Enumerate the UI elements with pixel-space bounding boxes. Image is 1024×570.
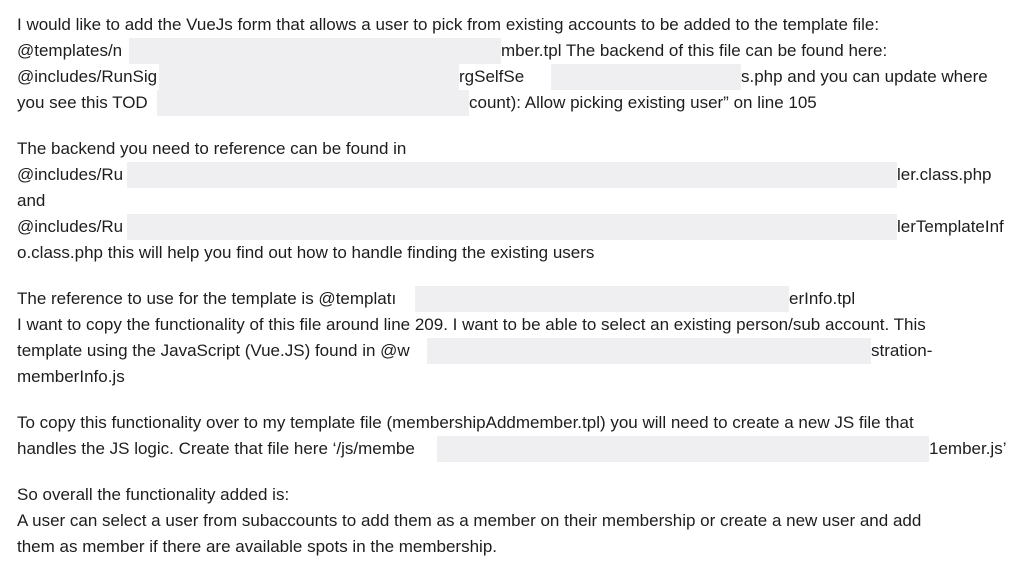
text-segment: you see this TOD (17, 93, 148, 112)
redaction-block (551, 64, 741, 90)
text-segment: ler.class.php (897, 165, 992, 184)
text-segment: handles the JS logic. Create that file here ‘/js/membe (17, 439, 415, 458)
text-segment: @includes/Ru (17, 217, 124, 236)
redaction-block (159, 64, 459, 90)
redaction-block (129, 38, 501, 64)
text-segment: erInfo.tpl (789, 289, 856, 308)
text-segment: @includes/RunSig (17, 67, 158, 86)
text-segment: them as member if there are available spots in the membership. (17, 537, 498, 556)
redaction-block (127, 214, 897, 240)
text-segment: memberInfo.js (17, 367, 125, 386)
text-segment: and (17, 191, 46, 210)
text-segment: rgSelfSe (459, 67, 525, 86)
text-segment: lerTemplateInf (897, 217, 1004, 236)
redaction-block (415, 286, 789, 312)
text-segment: I would like to add the VueJs form that allows a user to pick from existing accounts to be added to the template file: (17, 15, 880, 34)
text-segment: So overall the functionality added is: (17, 485, 290, 504)
text-segment: template using the JavaScript (Vue.JS) found in @w (17, 341, 410, 360)
text-segment: @includes/Ru (17, 165, 124, 184)
text-segment: I want to copy the functionality of this file around line 209. I want to be able to select an existing person/sub account. This (17, 315, 926, 334)
text-segment: count): Allow picking existing user” on line 105 (469, 93, 817, 112)
text-segment: A user can select a user from subaccounts to add them as a member on their membership or create a new user and add (17, 511, 922, 530)
redaction-block (127, 162, 897, 188)
text-segment: To copy this functionality over to my template file (membershipAddmember.tpl) you will need to create a new JS file that (17, 413, 914, 432)
text-segment: @templates/n (17, 41, 123, 60)
text-segment: mber.tpl The backend of this file can be found here: (501, 41, 888, 60)
text-segment: The reference to use for the template is @templatı (17, 289, 397, 308)
text-segment: o.class.php this will help you find out how to handle finding the existing users (17, 243, 595, 262)
redaction-block (157, 90, 469, 116)
redaction-block (427, 338, 871, 364)
text-segment: stration- (871, 341, 933, 360)
redaction-block (437, 436, 929, 462)
text-segment: s.php and you can update where (741, 67, 988, 86)
text-segment: The backend you need to reference can be found in (17, 139, 407, 158)
text-segment: 1ember.js’ (929, 439, 1007, 458)
